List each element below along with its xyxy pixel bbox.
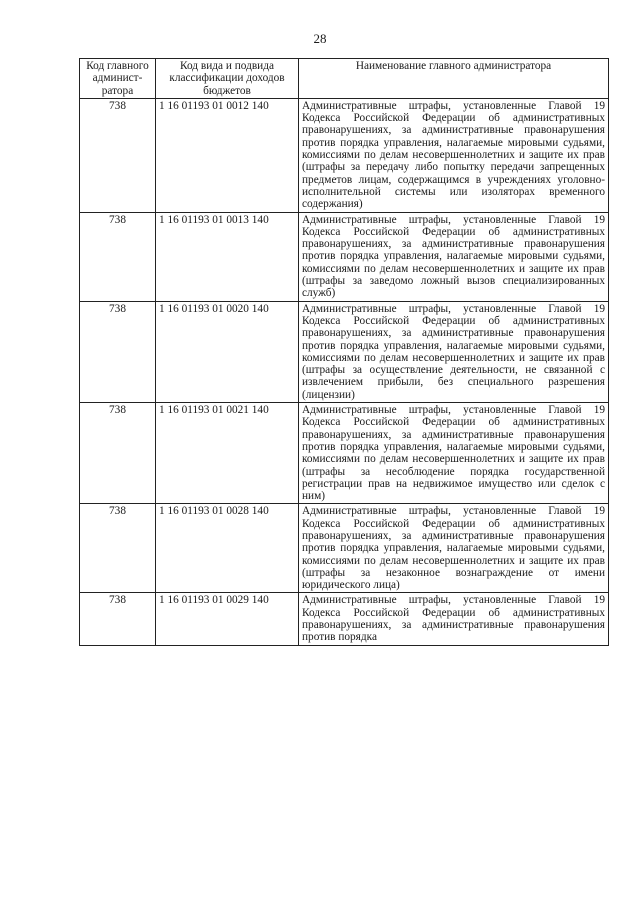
table-row [80,98,609,212]
table-row [80,301,609,402]
table-row [80,593,609,645]
page-number: 28 [313,31,327,46]
admin-name-cell: Административные штрафы, установленные Главой 19 Кодекса Российской Федерации об административных правонарушениях, за административные правонарушения против порядка [299,593,609,645]
income-code-cell: 1 16 01193 01 0020 140 [156,301,299,402]
admin-code-cell: 738 [80,593,156,645]
header-admin-code: Код главного админист-ратора [80,59,156,99]
income-code-cell: 1 16 01193 01 0021 140 [156,403,299,504]
admin-name-cell: Административные штрафы, установленные Главой 19 Кодекса Российской Федерации об административных правонарушениях, за административные правонарушения против порядка управления, налагаемые мировыми судьями, комиссиями по делам несовершеннолетних и защите их прав (штрафы за заведомо ложный вызов специализированных служб) [299,212,609,301]
income-code-cell: 1 16 01193 01 0013 140 [156,212,299,301]
table-row [80,403,609,504]
header-income-code: Код вида и подвида классификации доходов бюджетов [156,59,299,99]
table-row [80,504,609,593]
admin-name-cell: Административные штрафы, установленные Главой 19 Кодекса Российской Федерации об административных правонарушениях, за административные правонарушения против порядка управления, налагаемые мировыми судьями, комиссиями по делам несовершеннолетних и защите их прав (штрафы за несоблюдение порядка государственной регистрации прав на недвижимое имущество или сделок с ним) [299,403,609,504]
header-admin-name: Наименование главного администратора [299,59,609,99]
admin-code-cell: 738 [80,403,156,504]
admin-code-cell: 738 [80,504,156,593]
admin-name-cell: Административные штрафы, установленные Главой 19 Кодекса Российской Федерации об административных правонарушениях, за административные правонарушения против порядка управления, налагаемые мировыми судьями, комиссиями по делам несовершеннолетних и защите их прав (штрафы за незаконное вознаграждение от имени юридического лица) [299,504,609,593]
revenue-classification-table [79,58,609,646]
admin-name-cell: Административные штрафы, установленные Главой 19 Кодекса Российской Федерации об административных правонарушениях, за административные правонарушения против порядка управления, налагаемые мировыми судьями, комиссиями по делам несовершеннолетних и защите их прав (штрафы за осуществление деятельности, не связанной с извлечением прибыли, без специального разрешения (лицензии) [299,301,609,402]
admin-code-cell: 738 [80,98,156,212]
admin-code-cell: 738 [80,212,156,301]
income-code-cell: 1 16 01193 01 0028 140 [156,504,299,593]
admin-name-cell: Административные штрафы, установленные Главой 19 Кодекса Российской Федерации об административных правонарушениях, за административные правонарушения против порядка управления, налагаемые мировыми судьями, комиссиями по делам несовершеннолетних и защите их прав (штрафы за передачу либо попытку передачи запрещенных предметов лицам, содержащимся в учреждениях уголовно-исполнительной системы или изоляторах временного содержания) [299,98,609,212]
income-code-cell: 1 16 01193 01 0012 140 [156,98,299,212]
table-header-row [80,59,609,99]
table-row [80,212,609,301]
income-code-cell: 1 16 01193 01 0029 140 [156,593,299,645]
admin-code-cell: 738 [80,301,156,402]
